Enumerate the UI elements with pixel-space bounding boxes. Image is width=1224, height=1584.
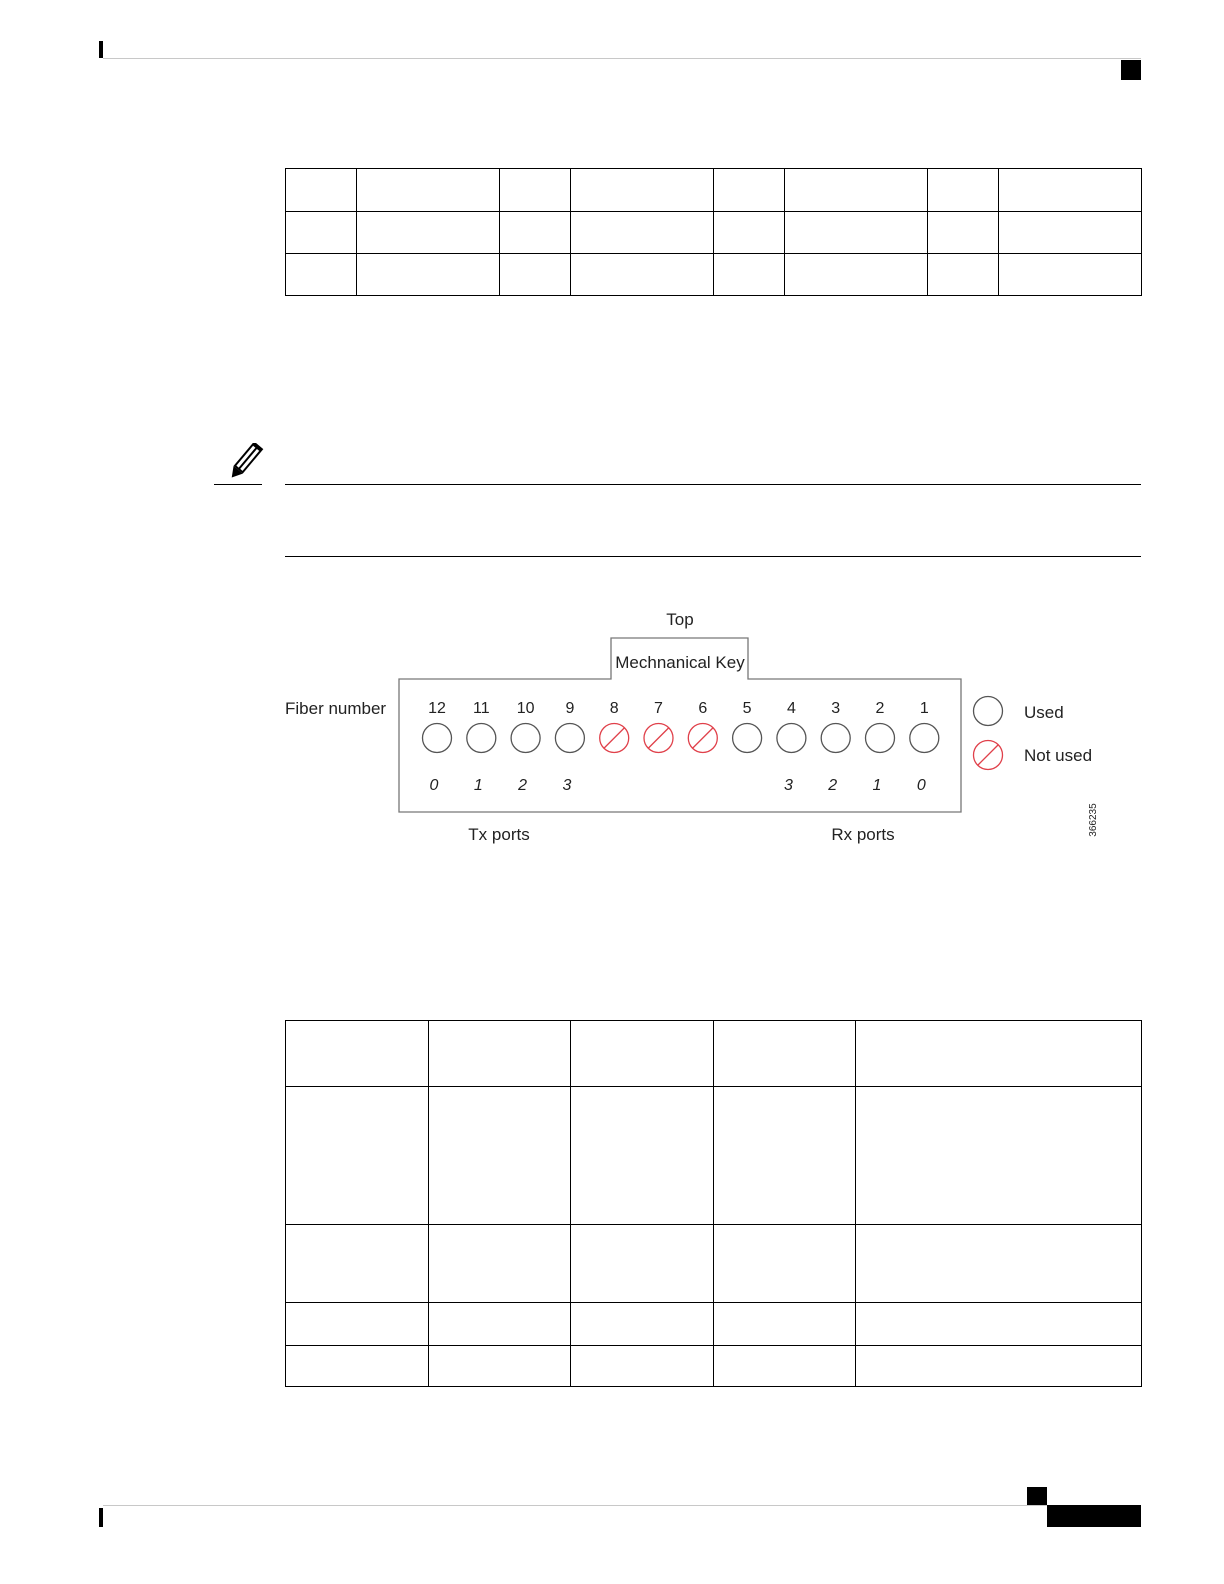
footer-rule bbox=[103, 1505, 1047, 1506]
fiber-used-4 bbox=[777, 724, 806, 753]
fiber-number-3: 3 bbox=[831, 700, 841, 717]
fiber-used-5 bbox=[733, 724, 762, 753]
footer-tick bbox=[99, 1508, 103, 1527]
fiber-used-9 bbox=[555, 724, 584, 753]
header-chapter-marker bbox=[1121, 60, 1141, 80]
legend-used-label: Used bbox=[1024, 703, 1064, 722]
fiber-number-12: 12 bbox=[428, 700, 446, 717]
mpo-connector-figure bbox=[270, 595, 1150, 855]
fiber-number-6: 6 bbox=[698, 700, 708, 717]
top-label: Top bbox=[666, 610, 694, 629]
fiber-number-7: 7 bbox=[654, 700, 663, 717]
figure-id: 366235 bbox=[1088, 803, 1099, 837]
top-table bbox=[285, 168, 1142, 296]
port-number-rx-0: 0 bbox=[916, 777, 926, 794]
fiber-number-8: 8 bbox=[609, 700, 619, 717]
fiber-used-2 bbox=[866, 724, 895, 753]
table-row bbox=[286, 169, 1142, 212]
header-tick bbox=[99, 41, 103, 58]
note-pencil-icon bbox=[226, 443, 266, 481]
footer-page-bar bbox=[1047, 1505, 1141, 1527]
table-row bbox=[286, 1021, 1142, 1087]
fiber-used-1 bbox=[910, 724, 939, 753]
fiber-used-3 bbox=[821, 724, 850, 753]
port-number-rx-1: 1 bbox=[872, 777, 882, 794]
fiber-number-11: 11 bbox=[472, 700, 490, 717]
mechanical-key-label: Mechnanical Key bbox=[615, 653, 745, 672]
fiber-number-2: 2 bbox=[875, 700, 885, 717]
note-icon-underline bbox=[214, 484, 262, 485]
fiber-number-label: Fiber number bbox=[285, 699, 387, 718]
tx-ports-label: Tx ports bbox=[468, 825, 530, 844]
legend-not-used-label: Not used bbox=[1024, 746, 1093, 765]
footer-marker bbox=[1027, 1487, 1047, 1505]
note-rule-top bbox=[285, 484, 1141, 485]
fiber-number-10: 10 bbox=[516, 700, 535, 717]
fiber-used-10 bbox=[511, 724, 540, 753]
port-number-tx-3: 3 bbox=[562, 777, 572, 794]
fiber-used-12 bbox=[423, 724, 452, 753]
table-row bbox=[286, 1087, 1142, 1225]
port-number-rx-3: 3 bbox=[783, 777, 793, 794]
fiber-number-5: 5 bbox=[742, 700, 752, 717]
rx-ports-label: Rx ports bbox=[831, 825, 895, 844]
fiber-used-11 bbox=[467, 724, 496, 753]
table-row bbox=[286, 212, 1142, 254]
table-row bbox=[286, 254, 1142, 296]
fiber-number-9: 9 bbox=[565, 700, 575, 717]
port-number-rx-2: 2 bbox=[828, 777, 838, 794]
header-rule bbox=[103, 58, 1141, 59]
legend-used-symbol bbox=[974, 697, 1003, 726]
port-number-tx-0: 0 bbox=[429, 777, 439, 794]
bottom-table bbox=[285, 1020, 1142, 1387]
fiber-number-4: 4 bbox=[786, 700, 796, 717]
table-row bbox=[286, 1346, 1142, 1387]
port-number-tx-2: 2 bbox=[518, 777, 528, 794]
fiber-number-1: 1 bbox=[919, 700, 929, 717]
legend-not-used-symbol bbox=[974, 741, 1003, 770]
note-rule-bottom bbox=[285, 556, 1141, 557]
table-row bbox=[286, 1225, 1142, 1303]
port-number-tx-1: 1 bbox=[473, 777, 483, 794]
table-row bbox=[286, 1303, 1142, 1346]
